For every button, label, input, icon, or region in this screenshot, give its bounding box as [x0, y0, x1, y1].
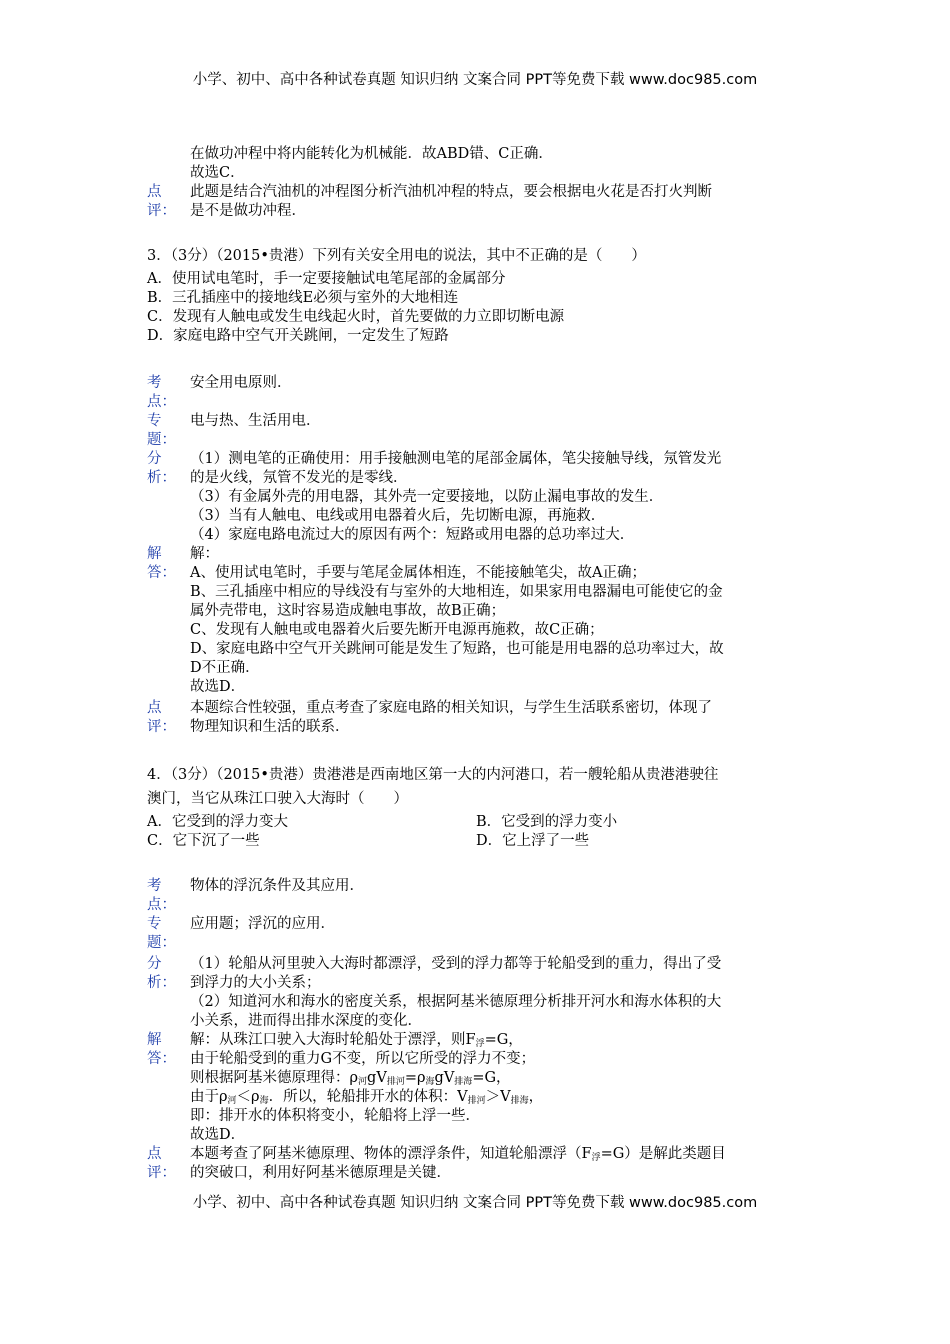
q3-fenxi-line: （3）当有人触电、电线或用电器着火后，先切断电源，再施救．	[190, 508, 606, 524]
q3-option-d: D．家庭电路中空气开关跳闸，一定发生了短路	[147, 328, 449, 344]
page-header: 小学、初中、高中各种试卷真题 知识归纳 文案合同 PPT等免费下载 www.doc985.com	[192, 72, 758, 88]
q3-fenxi-line: （1）测电笔的正确使用：用手接触测电笔的尾部金属体，笔尖接触导线，氖管发光	[190, 451, 722, 467]
q3-jieda-line: 解：	[190, 546, 219, 562]
q4-fenxi-line: （2）知道河水和海水的密度关系，根据阿基米德原理分析排开河水和海水体积的大	[190, 994, 722, 1010]
prev-review-tag-2: 评：	[147, 203, 176, 219]
prev-answer-line: 故选C．	[190, 165, 245, 181]
q4-dianping-tag-2: 评：	[147, 1165, 176, 1181]
q3-jieda-tag-2: 答：	[147, 565, 176, 581]
q3-fenxi-tag-2: 析：	[147, 470, 176, 486]
q3-jieda-line: 属外壳带电，这时容易造成触电事故，故B正确；	[190, 603, 506, 619]
q4-kaodian-tag: 考	[147, 878, 162, 894]
q3-jieda-line: D不正确．	[190, 660, 260, 676]
q4-jieda-line: 由于轮船受到的重力G不变，所以它所受的浮力不变；	[190, 1051, 536, 1067]
q4-dianping-tag: 点	[147, 1146, 162, 1162]
prev-review-line: 是不是做功冲程．	[190, 203, 306, 219]
q4-zhuanti-tag: 专	[147, 916, 162, 932]
page-footer: 小学、初中、高中各种试卷真题 知识归纳 文案合同 PPT等免费下载 www.doc985.com	[192, 1195, 758, 1211]
q4-fenxi-line: （1）轮船从河里驶入大海时都漂浮，受到的浮力都等于轮船受到的重力，得出了受	[190, 956, 722, 972]
q3-kaodian-tag-2: 点：	[147, 394, 176, 410]
q4-jieda-line: 故选D．	[190, 1127, 246, 1143]
q4-fenxi-tag-2: 析：	[147, 975, 176, 991]
q4-jieda-formula: 则根据阿基米德原理得：$\rho_河gV_{排河}=\rho_海gV_{排海}=G$，	[190, 1070, 511, 1087]
q3-dianping-tag: 点	[147, 700, 162, 716]
q3-jieda-tag: 解	[147, 546, 162, 562]
q3-fenxi-line: （4）家庭电路电流过大的原因有两个：短路或用电器的总功率过大．	[190, 527, 635, 543]
q4-stem-line2: 澳门，当它从珠江口驶入大海时（ ）	[147, 791, 408, 807]
q3-jieda-line: 故选D．	[190, 679, 246, 695]
q3-dianping-line: 物理知识和生活的联系．	[190, 719, 350, 735]
q4-jieda-formula: 由于$\rho_河<\rho_海$．所以，轮船排开水的体积：$V_{排河}>V_{排海}$，	[190, 1089, 544, 1106]
q3-jieda-line: A、使用试电笔时，手要与笔尾金属体相连，不能接触笔尖，故A正确；	[190, 565, 646, 581]
q3-option-a: A．使用试电笔时，手一定要接触试电笔尾部的金属部分	[147, 271, 506, 287]
q4-fenxi-line: 小关系，进而得出排水深度的变化．	[190, 1013, 422, 1029]
q4-dianping-line: 的突破口，利用好阿基米德原理是关键．	[190, 1165, 451, 1181]
q3-dianping-line: 本题综合性较强，重点考查了家庭电路的相关知识，与学生生活联系密切，体现了	[190, 700, 712, 716]
q3-option-b: B．三孔插座中的接地线E必须与室外的大地相连	[147, 290, 459, 306]
q4-option-b: B．它受到的浮力变小	[476, 814, 618, 830]
q3-stem: 3．（3分）（2015•贵港）下列有关安全用电的说法，其中不正确的是（ ）	[147, 248, 646, 264]
q4-jieda-tag-2: 答：	[147, 1051, 176, 1067]
q3-jieda-line: C、发现有人触电或电器着火后要先断开电源再施救，故C正确；	[190, 622, 604, 638]
q4-zhuanti-tag-2: 题：	[147, 935, 176, 951]
q3-option-c: C．发现有人触电或发生电线起火时，首先要做的力立即切断电源	[147, 309, 565, 325]
q3-fenxi-line: 的是火线，氖管不发光的是零线．	[190, 470, 408, 486]
q3-kaodian: 安全用电原则．	[190, 375, 292, 391]
q4-option-c: C．它下沉了一些	[147, 833, 260, 849]
q3-jieda-line: B、三孔插座中相应的导线没有与室外的大地相连，如果家用电器漏电可能使它的金	[190, 584, 723, 600]
q3-zhuanti-tag: 专	[147, 413, 162, 429]
q4-stem-line1: 4．（3分）（2015•贵港）贵港港是西南地区第一大的内河港口，若一艘轮船从贵港港驶往	[147, 767, 719, 783]
q4-kaodian-tag-2: 点：	[147, 897, 176, 913]
prev-analysis-line: 在做功冲程中将内能转化为机械能．故ABD错、C正确．	[190, 146, 553, 162]
q4-zhuanti: 应用题；浮沉的应用．	[190, 916, 335, 932]
q4-option-d: D．它上浮了一些	[476, 833, 590, 849]
q3-fenxi-tag: 分	[147, 451, 162, 467]
q4-jieda-line: 解：从珠江口驶入大海时轮船处于漂浮，则$F_浮=G$，	[190, 1032, 523, 1049]
q3-jieda-line: D、家庭电路中空气开关跳闸可能是发生了短路，也可能是用电器的总功率过大，故	[190, 641, 724, 657]
q4-fenxi-line: 到浮力的大小关系；	[190, 975, 321, 991]
q4-jieda-line: 即：排开水的体积将变小，轮船将上浮一些．	[190, 1108, 480, 1124]
q3-fenxi-line: （3）有金属外壳的用电器，其外壳一定要接地，以防止漏电事故的发生．	[190, 489, 664, 505]
q3-zhuanti: 电与热、生活用电．	[190, 413, 321, 429]
q4-jieda-tag: 解	[147, 1032, 162, 1048]
q3-dianping-tag-2: 评：	[147, 719, 176, 735]
q4-option-a: A．它受到的浮力变大	[147, 814, 288, 830]
q4-kaodian: 物体的浮沉条件及其应用．	[190, 878, 364, 894]
q4-dianping-line: 本题考查了阿基米德原理、物体的漂浮条件，知道轮船漂浮$(F_浮=G)$是解此类题目	[190, 1146, 726, 1163]
q4-fenxi-tag: 分	[147, 956, 162, 972]
prev-review-line: 此题是结合汽油机的冲程图分析汽油机冲程的特点，要会根据电火花是否打火判断	[190, 184, 712, 200]
q3-zhuanti-tag-2: 题：	[147, 432, 176, 448]
q3-kaodian-tag: 考	[147, 375, 162, 391]
prev-review-tag: 点	[147, 184, 162, 200]
